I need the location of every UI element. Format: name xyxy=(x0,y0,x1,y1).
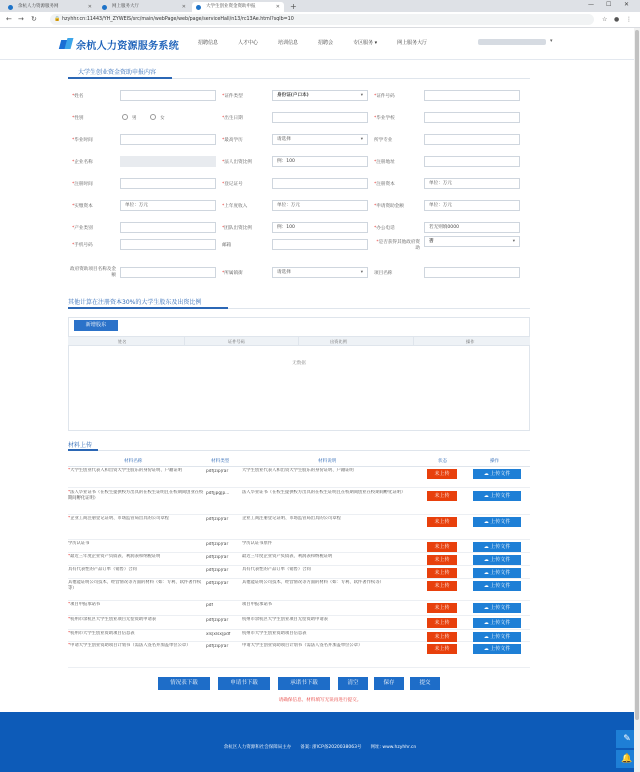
user-name-redacted[interactable] xyxy=(478,39,546,45)
label-school: *毕业学校 xyxy=(374,116,395,121)
mobile-input[interactable] xyxy=(120,239,216,250)
legal-ratio-input[interactable]: 例：100 xyxy=(272,156,368,167)
upload-status-badge: 未上传 xyxy=(427,618,457,628)
material-row xyxy=(68,567,530,579)
upload-file-button[interactable]: ☁ 上传文件 xyxy=(473,555,521,565)
bookmark-star-icon[interactable]: ☆ xyxy=(602,16,608,23)
upload-file-button[interactable]: ☁ 上传文件 xyxy=(473,491,521,501)
material-name: 学历认证书 xyxy=(68,541,90,546)
label-street: *所属镇街 xyxy=(222,271,243,276)
material-type: pdf|jpg|p... xyxy=(206,491,230,496)
column-header: 证件号码 xyxy=(228,339,245,344)
url-input[interactable] xyxy=(50,14,594,25)
material-name: *最近三年度企业资产负债表、利润表和纳税证明 xyxy=(68,554,161,559)
tab-title: 大学生创业资金资助申报 xyxy=(206,4,256,9)
tab-title: 网上服务大厅 xyxy=(112,4,139,9)
label-education: *最高学历 xyxy=(222,138,243,143)
education-select[interactable]: 请选择 ▾ xyxy=(272,134,368,145)
nav-item-training[interactable]: 培训信息 xyxy=(278,40,299,46)
browser-tab-active[interactable] xyxy=(192,2,284,12)
material-row xyxy=(68,468,530,488)
site-footer xyxy=(0,712,640,772)
material-name: 具有代表性的产品订单（销售）合同 xyxy=(68,567,137,572)
label-office-phone: *办公电话 xyxy=(374,226,395,231)
reg-capital-input[interactable]: 单位：万元 xyxy=(424,178,520,189)
grad-date-input[interactable] xyxy=(120,134,216,145)
label-reg-number: *登记证号 xyxy=(222,182,243,187)
nav-item-special[interactable]: 专区服务 ▾ xyxy=(353,40,378,46)
cloud-upload-icon: ☁ xyxy=(483,493,491,499)
submit-warning: 请确保信息、材料填写无误再进行提交。 xyxy=(278,698,362,703)
cloud-upload-icon: ☁ xyxy=(483,583,491,589)
upload-file-button[interactable]: ☁ 上传文件 xyxy=(473,581,521,591)
material-type: pdf|zip|rar xyxy=(206,469,229,474)
id-number-input[interactable] xyxy=(424,90,520,101)
label-birth-date: *出生日期 xyxy=(222,116,243,121)
material-row xyxy=(68,580,530,601)
reload-icon[interactable]: ↻ xyxy=(31,15,37,23)
upload-status-badge: 未上传 xyxy=(427,491,457,501)
material-type: pdf|zip|rar xyxy=(206,555,229,560)
nav-item-jobs[interactable]: 招聘信息 xyxy=(198,40,219,46)
browser-tab[interactable] xyxy=(4,2,96,12)
material-row xyxy=(68,602,530,616)
materials-section-title: 材料上传 xyxy=(68,442,93,449)
column-header: 操作 xyxy=(466,339,475,344)
download-pledge-button[interactable]: 承诺书下载 xyxy=(278,677,330,690)
add-shareholder-button[interactable]: 新增股东 xyxy=(74,320,118,331)
column-header: 材料名称 xyxy=(124,459,143,464)
material-type: pdf|zip|rar xyxy=(206,581,229,586)
cloud-upload-icon: ☁ xyxy=(483,620,491,626)
upload-status-badge: 未上传 xyxy=(427,644,457,654)
nav-item-service-hall[interactable]: 网上服务大厅 xyxy=(397,40,428,46)
nav-item-talent[interactable]: 人才中心 xyxy=(238,40,259,46)
cloud-upload-icon: ☁ xyxy=(483,634,491,640)
material-name: *大学生创业代表人和出资大学生股东的身份证明、户籍证明 xyxy=(68,468,182,473)
last-income-input[interactable]: 单位：万元 xyxy=(272,200,368,211)
shareholders-section-title: 其他计算在注册资本30%的大学生股东及出资比例 xyxy=(68,299,202,306)
company-input-redacted[interactable] xyxy=(120,156,216,167)
forward-icon[interactable]: → xyxy=(18,15,24,23)
material-name: *杭州市大学生创业资助项目信息表 xyxy=(68,631,135,636)
gender-male-radio[interactable] xyxy=(122,114,128,120)
upload-file-button[interactable]: ☁ 上传文件 xyxy=(473,469,521,479)
label-grad-date: *毕业时间 xyxy=(72,138,93,143)
label-project-name-amount: 政府资助项目名称及金额 xyxy=(70,267,116,278)
material-name: *法人毕业证书（在校生提供校方出具的在校生证明且在校期间创业在校期间孵化证明） xyxy=(68,490,204,502)
label-name: *姓名 xyxy=(72,94,84,99)
label-last-income: *上年度收入 xyxy=(222,204,248,209)
menu-icon[interactable]: ⋮ xyxy=(626,16,632,23)
submit-button[interactable]: 提交 xyxy=(410,677,440,690)
label-mobile: *手机号码 xyxy=(72,243,93,248)
material-type: pdf|zip|rar xyxy=(206,517,229,522)
material-type: pdf|zip|rar xyxy=(206,542,229,547)
material-desc: 企业工商注册登记证明、市场监管局出具的公司章程 xyxy=(242,516,341,521)
apply-amount-input[interactable]: 单位：万元 xyxy=(424,200,520,211)
column-header: 材料说明 xyxy=(318,459,337,464)
cloud-upload-icon: ☁ xyxy=(483,570,491,576)
material-row xyxy=(68,554,530,566)
upload-status-badge: 未上传 xyxy=(427,581,457,591)
material-type: pdf|zip|rar xyxy=(206,568,229,573)
upload-status-badge: 未上传 xyxy=(427,542,457,552)
tab-title: 余杭人力资源服务网 xyxy=(18,4,59,9)
section-active-underline xyxy=(68,307,228,309)
label-reg-address: *注册地址 xyxy=(374,160,395,165)
label-industry: *产业类别 xyxy=(72,226,93,231)
upload-file-button[interactable]: ☁ 上传文件 xyxy=(473,618,521,628)
gender-female-label: 女 xyxy=(160,116,165,121)
logo-text: 余杭人力资源服务系统 xyxy=(76,40,179,52)
label-apply-amount: *申请资助金额 xyxy=(374,204,404,209)
material-type: pdf|zip|rar xyxy=(206,618,229,623)
upload-status-badge: 未上传 xyxy=(427,603,457,613)
upload-file-button[interactable]: ☁ 上传文件 xyxy=(473,603,521,613)
upload-status-badge: 未上传 xyxy=(427,555,457,565)
nav-item-fair[interactable]: 招聘会 xyxy=(318,40,334,46)
clear-button[interactable]: 清空 xyxy=(338,677,368,690)
site-header xyxy=(0,28,640,60)
material-type: pdf|zip|rar xyxy=(206,644,229,649)
material-name: *申请大学生创业资助项目计划书（需法人签名并加盖单位公章） xyxy=(68,643,191,648)
column-header: 姓名 xyxy=(118,339,127,344)
street-select[interactable]: 请选择 ▾ xyxy=(272,267,368,278)
browser-tab[interactable] xyxy=(98,2,190,12)
reg-date-input[interactable] xyxy=(120,178,216,189)
favicon-icon xyxy=(196,5,201,10)
browser-tab-bar xyxy=(0,0,640,12)
save-button[interactable]: 保存 xyxy=(374,677,404,690)
label-company: *企业名称 xyxy=(72,160,93,165)
upload-file-button[interactable]: ☁ 上传文件 xyxy=(473,568,521,578)
material-type: xls|xlsx|pdf xyxy=(206,632,231,637)
label-gender: *性别 xyxy=(72,116,84,121)
section-divider xyxy=(68,450,530,451)
upload-file-button[interactable]: ☁ 上传文件 xyxy=(473,517,521,527)
cloud-upload-icon: ☁ xyxy=(483,471,491,477)
school-input[interactable] xyxy=(424,112,520,123)
label-paid-capital: *实缴资本 xyxy=(72,204,93,209)
gender-male-label: 男 xyxy=(132,116,137,121)
material-name: *杭州市余杭区大学生创业项目无偿资助申请表 xyxy=(68,617,157,622)
material-desc: 杭州市余杭区大学生创业项目无偿资助申请表 xyxy=(242,617,328,622)
team-ratio-input[interactable]: 例：100 xyxy=(272,222,368,233)
logo-mark-icon xyxy=(60,38,73,51)
back-icon[interactable]: ← xyxy=(6,15,12,23)
material-name: *企业工商注册登记证明、市场监管局出具的公司章程 xyxy=(68,516,169,521)
footer-text: 余杭区人力资源和社会保障局主办 备案: 浙ICP备2020038063号 网址: www.hzyhhr.cn xyxy=(223,745,417,750)
chevron-down-icon: ▾ xyxy=(360,93,363,98)
shareholders-table xyxy=(68,317,530,431)
top-nav xyxy=(198,39,447,46)
site-logo[interactable] xyxy=(60,36,179,52)
label-major: 所学专业 xyxy=(374,138,393,143)
cloud-upload-icon: ☁ xyxy=(483,519,491,525)
cloud-upload-icon: ☁ xyxy=(483,557,491,563)
favicon-icon xyxy=(102,5,107,10)
reg-address-input[interactable] xyxy=(424,156,520,167)
material-row xyxy=(68,490,530,515)
cloud-upload-icon: ☁ xyxy=(483,544,491,550)
bell-icon[interactable]: 🔔 xyxy=(616,750,638,768)
section-active-underline xyxy=(68,449,98,451)
lock-icon: 🔒 xyxy=(54,16,61,22)
label-reg-capital: *注册资本 xyxy=(374,182,395,187)
other-funding-select[interactable]: 否 ▾ xyxy=(424,236,520,247)
reg-number-input[interactable] xyxy=(272,178,368,189)
label-project-name: 项目名称 xyxy=(374,271,393,276)
upload-file-button[interactable]: ☁ 上传文件 xyxy=(473,632,521,642)
upload-file-button[interactable]: ☁ 上传文件 xyxy=(473,542,521,552)
profile-icon[interactable]: ● xyxy=(614,16,620,23)
material-row xyxy=(68,631,530,642)
address-bar-row xyxy=(0,12,640,28)
material-name: 其他能证明公司技术、经营情况等方面的材料（如：专利、软件著作权等） xyxy=(68,580,202,592)
chevron-down-icon: ▾ xyxy=(360,137,363,142)
label-other-funding: *是否获得其他政府资助 xyxy=(376,240,420,251)
column-header: 操作 xyxy=(490,459,500,464)
material-desc: 具有代表性的产品订单（销售）合同 xyxy=(242,567,311,572)
column-header: 状态 xyxy=(438,459,448,464)
id-type-select[interactable]: 身份证(户口本) ▾ xyxy=(272,90,368,101)
paid-capital-input[interactable]: 单位：万元 xyxy=(120,200,216,211)
label-id-number: *证件号码 xyxy=(374,94,395,99)
materials-table-header xyxy=(68,457,530,467)
cloud-upload-icon: ☁ xyxy=(483,646,491,652)
chevron-down-icon[interactable]: ▾ xyxy=(550,38,553,44)
url-text: hzyhhr.cn:11443/YH_ZYWEIS/src/main/webPage/web/page/serviceHall/n13/rc13Ae.html?sqlb=10 xyxy=(62,17,294,22)
scrollbar-thumb[interactable] xyxy=(635,30,639,720)
material-desc: 申请大学生创业资助项目计划书（需法人签名并加盖单位公章） xyxy=(242,643,363,648)
close-window-button[interactable]: ✕ xyxy=(624,1,630,8)
material-desc: 杭州市大学生创业资助项目信息表 xyxy=(242,631,307,636)
column-header: 出资比例 xyxy=(330,339,347,344)
label-id-type: *证件类型 xyxy=(222,94,243,99)
chevron-down-icon: ▾ xyxy=(512,239,515,244)
upload-status-badge: 未上传 xyxy=(427,517,457,527)
form-section-title: 大学生创业资金资助申报内容 xyxy=(78,69,157,76)
chevron-down-icon: ▾ xyxy=(360,270,363,275)
project-name-amount-input[interactable] xyxy=(120,267,216,278)
material-type: pdf xyxy=(206,603,213,608)
material-desc: 学历认证书原件 xyxy=(242,541,273,546)
upload-status-badge: 未上传 xyxy=(427,469,457,479)
material-row xyxy=(68,643,530,668)
upload-status-badge: 未上传 xyxy=(427,632,457,642)
empty-state-text: 无数据 xyxy=(292,361,306,366)
material-row xyxy=(68,541,530,553)
major-input[interactable] xyxy=(424,134,520,145)
upload-file-button[interactable]: ☁ 上传文件 xyxy=(473,644,521,654)
name-input[interactable] xyxy=(120,90,216,101)
new-tab-button[interactable]: + xyxy=(290,2,297,11)
gender-female-radio[interactable] xyxy=(150,114,156,120)
close-tab-icon[interactable]: ✕ xyxy=(87,4,92,10)
material-name: *项目申报承诺书 xyxy=(68,602,101,607)
industry-input[interactable] xyxy=(120,222,216,233)
birth-date-input[interactable] xyxy=(272,112,368,123)
section-active-underline xyxy=(68,77,172,79)
shareholders-table-header xyxy=(68,336,530,346)
project-name-input[interactable] xyxy=(424,267,520,278)
material-desc: 最近三年度企业资产负债表、利润表和纳税证明 xyxy=(242,554,333,559)
email-input[interactable] xyxy=(272,239,368,250)
download-application-button[interactable]: 申请书下载 xyxy=(218,677,270,690)
material-desc: 项目申报承诺书 xyxy=(242,602,273,607)
minimize-button[interactable]: — xyxy=(588,1,594,8)
download-info-sheet-button[interactable]: 情况表下载 xyxy=(158,677,210,690)
material-row xyxy=(68,516,530,540)
edit-icon[interactable]: ✎ xyxy=(616,730,638,748)
favicon-icon xyxy=(8,5,13,10)
material-row xyxy=(68,617,530,630)
material-desc: 法人毕业证书（在校生提供校方出具的在校生证明且在校期间创业在校期间孵化证明） xyxy=(242,490,406,495)
label-email: 邮箱 xyxy=(222,243,232,248)
material-desc: 其他能证明公司技术、经营情况等方面的材料（如：专利、软件著作权等） xyxy=(242,580,384,585)
close-tab-icon[interactable]: ✕ xyxy=(181,4,186,10)
material-desc: 大学生创业代表人和出资大学生股东的身份证明、户籍证明 xyxy=(242,468,354,473)
label-reg-date: *注册时间 xyxy=(72,182,93,187)
close-tab-icon[interactable]: ✕ xyxy=(275,4,280,10)
maximize-button[interactable]: ☐ xyxy=(606,1,612,8)
label-team-ratio: *团队出资比例 xyxy=(222,226,252,231)
upload-status-badge: 未上传 xyxy=(427,568,457,578)
label-legal-ratio: *法人出资比例 xyxy=(222,160,252,165)
column-header: 材料类型 xyxy=(211,459,230,464)
office-phone-input[interactable]: 若无则填0000 xyxy=(424,222,520,233)
cloud-upload-icon: ☁ xyxy=(483,605,491,611)
